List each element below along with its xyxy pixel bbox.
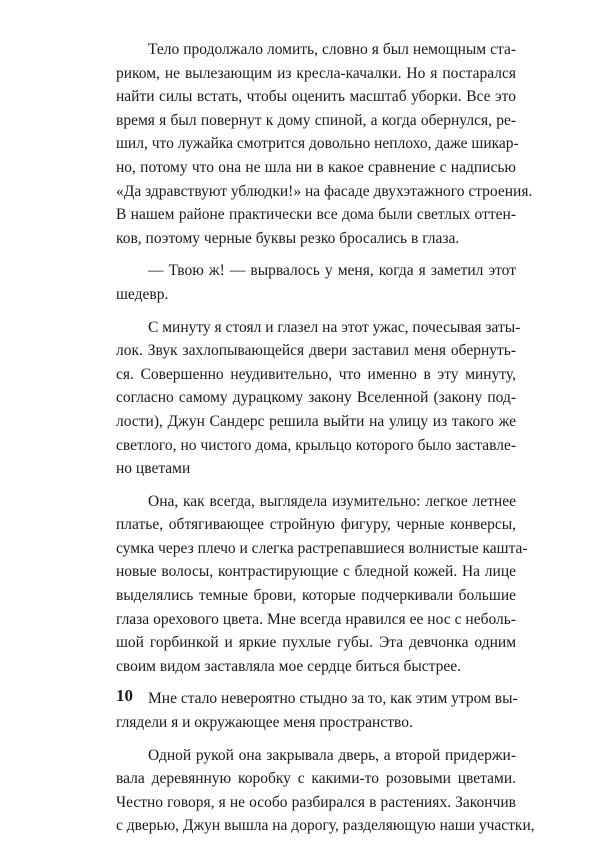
text-line: «Да здравствуют ублюдки!» на фасаде двухэтажного строения.	[116, 182, 533, 200]
text-line: Она, как всегда, выглядела изумительно: легкое летнее	[148, 492, 516, 510]
paragraph-6	[116, 744, 535, 838]
text-line: — Твою ж! — вырвалось у меня, когда я заметил этот	[148, 262, 516, 280]
paragraph-5	[116, 687, 516, 734]
text-line: Честно говоря, я не особо разбирался в растениях. Закончив	[116, 793, 516, 811]
text-line: но, потому что она не шла ни в какое сравнение с надписью	[116, 158, 516, 176]
text-line: но цветами	[116, 460, 191, 478]
paragraph-3	[116, 316, 521, 481]
text-line: глядели я и окружающее меня пространство.	[116, 714, 413, 732]
text-line: сумка через плечо и слегка растрепавшиеся волнистые кашта-	[116, 539, 528, 557]
text-line: новые волосы, контрастирующие с бледной кожей. На лице	[116, 563, 516, 581]
text-line: время я был повернут к дому спиной, а когда обернулся, ре-	[116, 111, 516, 129]
text-line: Мне стало невероятно стыдно за то, как этим утром вы-	[148, 690, 518, 708]
text-line: Тело продолжало ломить, словно я был немощным ста-	[148, 41, 516, 58]
text-line: выделялись темные брови, которые подчеркивали большие	[116, 587, 516, 605]
text-line: ся. Совершенно неудивительно, что именно в эту минуту,	[116, 365, 516, 383]
book-page-text	[116, 38, 535, 847]
text-line: найти силы встать, чтобы оценить масштаб уборки. Все это	[116, 88, 516, 106]
text-line: Одной рукой она закрывала дверь, а второй придержи-	[148, 746, 516, 764]
text-line: светлого, но чистого дома, крыльцо которого было заставле-	[116, 436, 516, 454]
text-line: шил, что лужайка смотрится довольно неплохо, даже шикар-	[116, 135, 519, 153]
text-line: глаза орехового цвета. Мне всегда нравился ее нос с неболь-	[116, 610, 516, 628]
text-line: согласно самому дурацкому закону Вселенной (закону под-	[116, 389, 516, 407]
text-line: шедевр.	[116, 285, 169, 303]
page-number: 10	[116, 686, 133, 705]
text-line: вала деревянную коробку с какими-то розовыми цветами.	[116, 770, 516, 788]
paragraph-1	[116, 38, 533, 250]
paragraph-2	[116, 259, 516, 306]
text-line: лости), Джун Сандерс решила выйти на улицу из такого же	[116, 412, 516, 430]
paragraph-4	[116, 490, 528, 679]
text-line: В нашем районе практически все дома были светлых оттен-	[116, 206, 516, 224]
text-line: своим видом заставляла мое сердце биться быстрее.	[116, 657, 462, 675]
text-line: с дверью, Джун вышла на дорогу, разделяющую наши участки,	[116, 817, 535, 835]
text-line: платье, обтягивающее стройную фигуру, черные конверсы,	[116, 516, 516, 534]
text-line: лок. Звук захлопывающейся двери заставил меня обернуть-	[116, 342, 516, 360]
text-line: С минуту я стоял и глазел на этот ужас, почесывая заты-	[148, 318, 521, 336]
text-line: риком, не вылезающим из кресла-качалки. Но я постарался	[116, 64, 516, 82]
text-line: шой горбинкой и яркие пухлые губы. Эта девчонка одним	[116, 634, 516, 652]
text-line: ков, поэтому черные буквы резко бросались в глаза.	[116, 229, 460, 247]
